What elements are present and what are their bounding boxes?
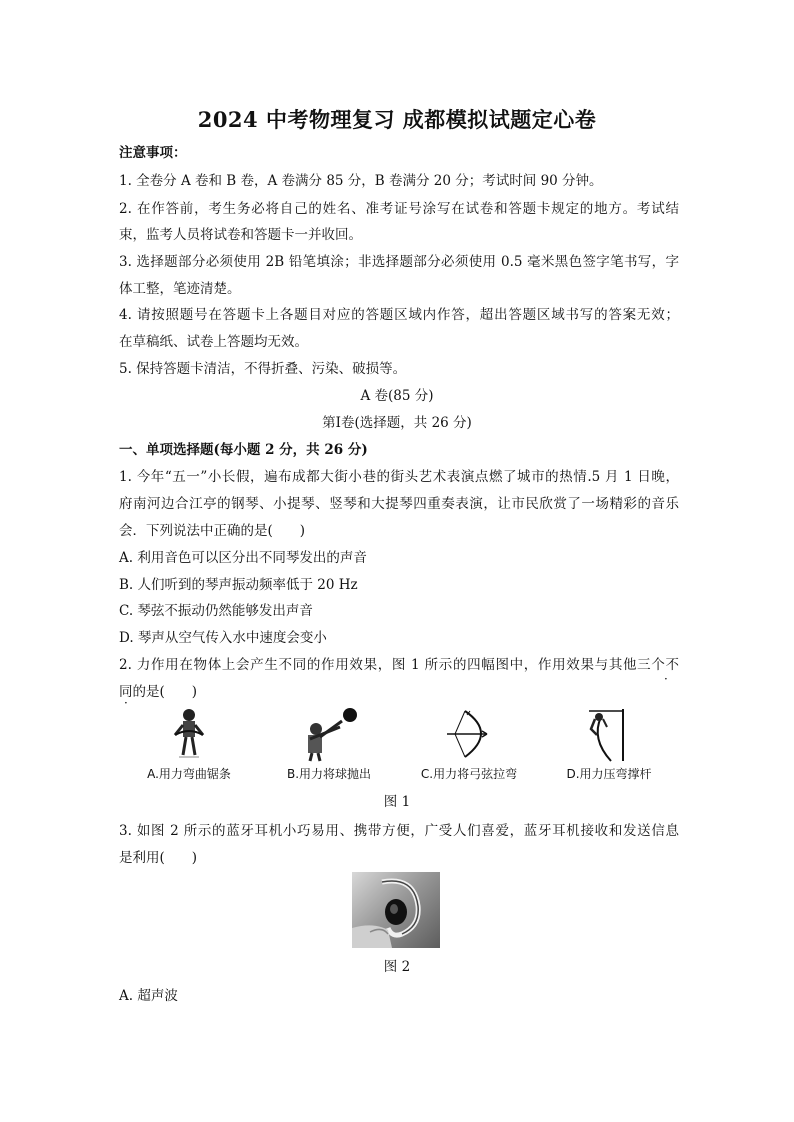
figure-caption: C.用力将弓弦拉弯 bbox=[420, 767, 518, 781]
section1-heading: 一、单项选择题(每小题 2 分，共 26 分) bbox=[119, 442, 368, 458]
notice-line: 体工整，笔迹清楚。 bbox=[119, 281, 241, 297]
notice-line: 4. 请按照题号在答题卡上各题目对应的答题区域内作答，超出答题区域书写的答案无效； bbox=[119, 307, 679, 323]
q3-option-a: A. 超声波 bbox=[119, 988, 178, 1004]
figure-1-label: 图 1 bbox=[383, 794, 411, 810]
notice-heading: 注意事项： bbox=[119, 145, 187, 161]
section-a-heading: A 卷(85 分) bbox=[360, 388, 434, 404]
page-title: 2024 中考物理复习 成都模拟试题定心卷 bbox=[197, 107, 597, 132]
figure-1 bbox=[119, 705, 679, 785]
figure-1c bbox=[399, 705, 539, 785]
figure-1a bbox=[119, 705, 259, 785]
bow-drawn-icon bbox=[439, 705, 499, 763]
q1-option-c: C. 琴弦不振动仍然能够发出声音 bbox=[119, 603, 313, 619]
q1-option-d: D. 琴声从空气传入水中速度会变小 bbox=[119, 630, 327, 646]
figure-caption: A.用力弯曲锯条 bbox=[147, 767, 231, 781]
notice-line: 在草稿纸、试卷上答题均无效。 bbox=[119, 334, 308, 350]
q1-option-b: B. 人们听到的琴声振动频率低于 20 Hz bbox=[119, 577, 358, 593]
q3-stem-line: 是利用( ) bbox=[119, 850, 198, 866]
figure-2-label: 图 2 bbox=[383, 959, 411, 975]
q1-option-a: A. 利用音色可以区分出不同琴发出的声音 bbox=[119, 550, 367, 566]
notice-line: 1. 全卷分 A 卷和 B 卷，A 卷满分 85 分，B 卷满分 20 分；考试时间 90 分钟。 bbox=[119, 173, 603, 189]
q1-stem-line: 1. 今年“五一”小长假，遍布成都大街小巷的街头艺术表演点燃了城市的热情.5 月 1 日晚， bbox=[119, 469, 679, 485]
ear-earphone-icon bbox=[352, 872, 440, 948]
part1-heading: 第Ⅰ卷(选择题，共 26 分) bbox=[322, 415, 472, 431]
q3-stem-line: 3. 如图 2 所示的蓝牙耳机小巧易用、携带方便，广受人们喜爱，蓝牙耳机接收和发送信息 bbox=[119, 823, 679, 839]
pole-vault-icon bbox=[579, 705, 639, 763]
emphasis-dot: · bbox=[664, 672, 668, 686]
person-bending-saw-icon bbox=[159, 705, 219, 763]
bluetooth-earphone-photo bbox=[352, 872, 440, 948]
emphasis-dot: · bbox=[124, 696, 128, 710]
q2-stem-line: 同的是( ) bbox=[119, 684, 198, 700]
q2-stem-line: 2. 力作用在物体上会产生不同的作用效果，图 1 所示的四幅图中，作用效果与其他三个不 bbox=[119, 657, 679, 673]
person-throwing-ball-icon bbox=[294, 705, 364, 763]
q1-stem-line: 会．下列说法中正确的是( ) bbox=[119, 523, 306, 539]
figure-1d bbox=[539, 705, 679, 785]
notice-line: 3. 选择题部分必须使用 2B 铅笔填涂；非选择题部分必须使用 0.5 毫米黑色签字笔书写，字 bbox=[119, 254, 679, 270]
notice-line: 5. 保持答题卡清洁，不得折叠、污染、破损等。 bbox=[119, 361, 407, 377]
figure-1b bbox=[259, 705, 399, 785]
figure-caption: D.用力压弯撑杆 bbox=[566, 767, 652, 781]
figure-caption: B.用力将球抛出 bbox=[286, 767, 372, 781]
q1-stem-line: 府南河边合江亭的钢琴、小提琴、竖琴和大提琴四重奏表演，让市民欣赏了一场精彩的音乐 bbox=[119, 496, 679, 512]
notice-line: 束，监考人员将试卷和答题卡一并收回。 bbox=[119, 227, 362, 243]
notice-line: 2. 在作答前，考生务必将自己的姓名、准考证号涂写在试卷和答题卡规定的地方。考试结 bbox=[119, 201, 679, 217]
